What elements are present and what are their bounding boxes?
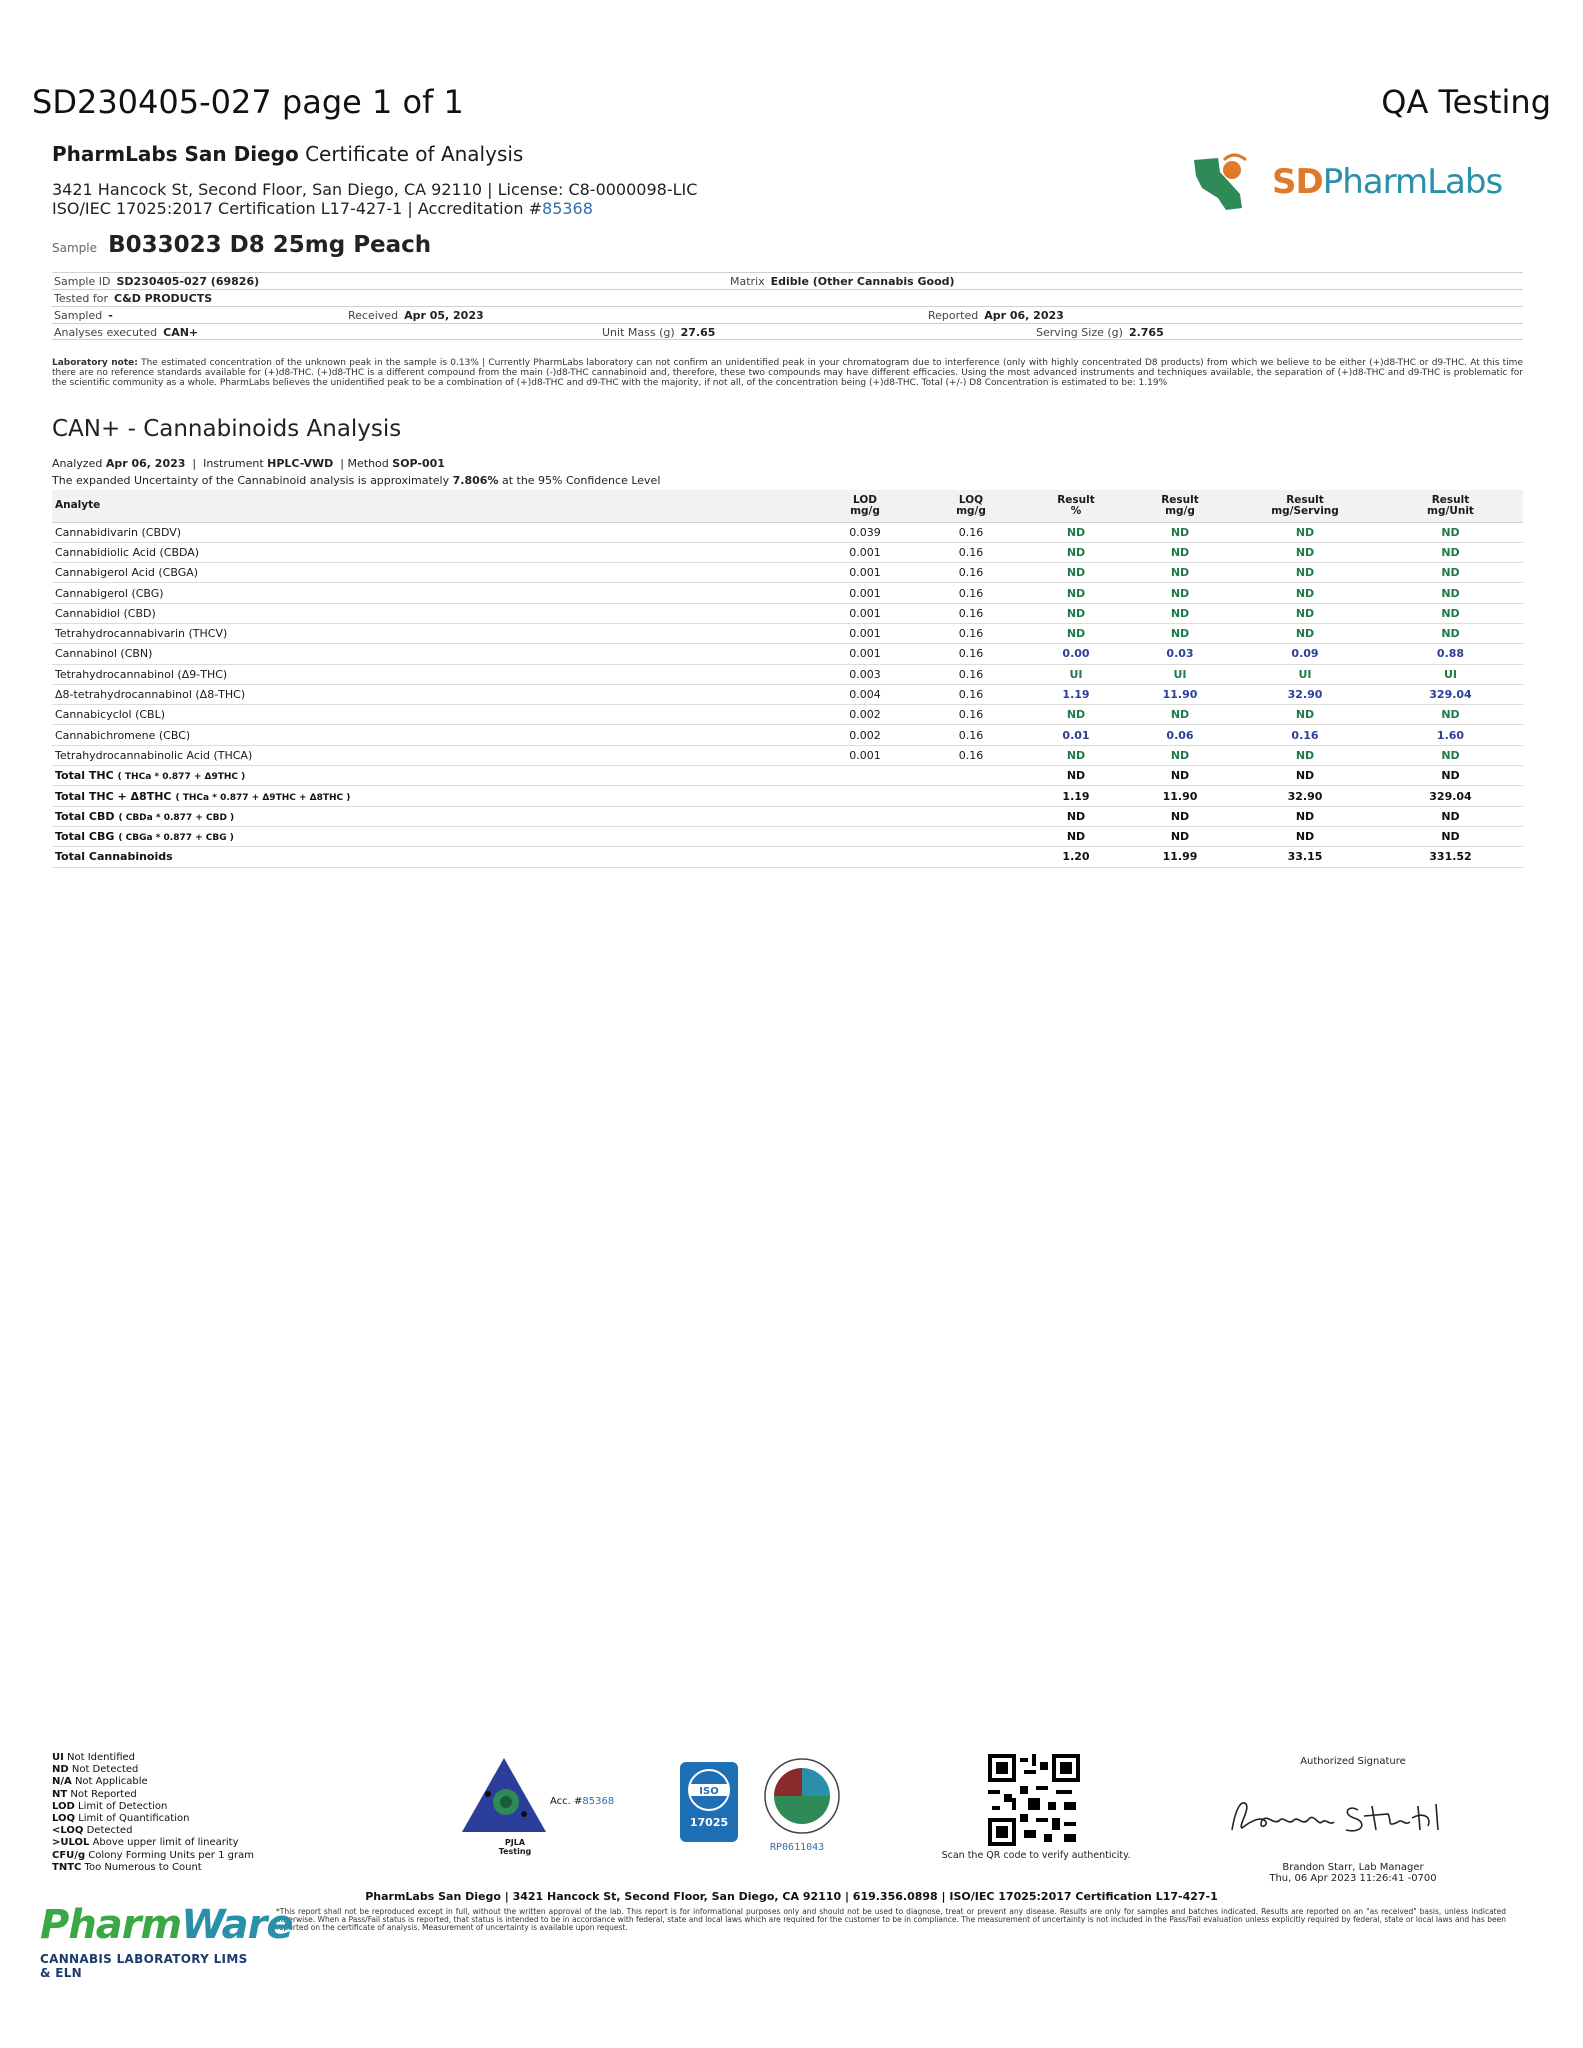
table-row (52, 644, 1523, 664)
table-cell: 0.001 (812, 603, 918, 623)
table-cell: ND (1232, 563, 1378, 583)
total-name: Total CBD ( CBDa * 0.877 + CBD ) (52, 806, 812, 826)
footer-address: PharmLabs San Diego | 3421 Hancock St, Second Floor, San Diego, CA 92110 | 619.356.0898 | ISO/IEC 17025:2017 Certification L17-427-1 (365, 1890, 1218, 1903)
table-cell: ND (1024, 623, 1128, 643)
table-cell (812, 766, 918, 786)
total-name: Total THC ( THCa * 0.877 + Δ9THC ) (52, 766, 812, 786)
table-cell: Cannabichromene (CBC) (52, 725, 812, 745)
table-cell: 0.16 (918, 542, 1024, 562)
table-cell (812, 847, 918, 867)
table-cell: ND (1232, 623, 1378, 643)
lab-title (52, 142, 523, 166)
table-cell: 0.001 (812, 644, 918, 664)
table-row (52, 563, 1523, 583)
california-map-icon (1188, 148, 1268, 218)
legend-item: CFU/g Colony Forming Units per 1 gram (52, 1849, 254, 1861)
table-cell: 0.003 (812, 664, 918, 684)
table-cell: 11.99 (1128, 847, 1232, 867)
meta-row: Sampled - Received Apr 05, 2023 Reported Apr 06, 2023 (52, 306, 1523, 323)
qr-code-icon[interactable] (988, 1754, 1080, 1846)
table-cell: 329.04 (1378, 684, 1523, 704)
table-cell: ND (1024, 563, 1128, 583)
table-cell: ND (1378, 806, 1523, 826)
table-cell: 0.00 (1024, 644, 1128, 664)
table-cell: ND (1378, 603, 1523, 623)
table-cell: 11.90 (1128, 684, 1232, 704)
table-cell: Tetrahydrocannabivarin (THCV) (52, 623, 812, 643)
matrix: Edible (Other Cannabis Good) (770, 275, 955, 288)
table-cell: ND (1232, 766, 1378, 786)
dea-registration: RP0611043 (770, 1842, 825, 1853)
table-cell: UI (1128, 664, 1232, 684)
pjla-accreditation: Acc. #85368 (550, 1796, 615, 1807)
table-cell: 0.002 (812, 705, 918, 725)
analyses-executed: CAN+ (163, 326, 199, 339)
meta-row: Sample ID SD230405-027 (69826) Matrix Edible (Other Cannabis Good) (52, 272, 1523, 289)
table-cell: ND (1232, 522, 1378, 542)
legend-item: UI Not Identified (52, 1752, 136, 1763)
sampled: - (108, 309, 113, 322)
table-cell: Tetrahydrocannabinolic Acid (THCA) (52, 745, 812, 765)
table-cell: ND (1024, 826, 1128, 846)
abbreviation-legend (52, 1752, 254, 1874)
table-cell: ND (1128, 705, 1232, 725)
table-cell: 0.16 (918, 745, 1024, 765)
legend-item: LOQ Limit of Quantification (52, 1813, 190, 1825)
legend-item: <LOQ Detected (52, 1825, 133, 1837)
table-cell: ND (1128, 623, 1232, 643)
table-cell: ND (1378, 583, 1523, 603)
column-header: Result mg/Serving (1232, 490, 1378, 522)
column-header: Result mg/g (1128, 490, 1232, 522)
table-row (52, 542, 1523, 562)
signer (1248, 1862, 1458, 1884)
table-row (52, 583, 1523, 603)
table-cell: UI (1232, 664, 1378, 684)
table-cell: 0.001 (812, 623, 918, 643)
column-header: Result % (1024, 490, 1128, 522)
iso-badge (680, 1762, 738, 1842)
table-cell: ND (1024, 705, 1128, 725)
total-name: Total CBG ( CBGa * 0.877 + CBG ) (52, 826, 812, 846)
table-cell: ND (1378, 623, 1523, 643)
table-cell: 0.001 (812, 563, 918, 583)
serving-size: 2.765 (1128, 326, 1164, 339)
iso-globe-icon (680, 1762, 738, 1816)
table-cell: ND (1128, 745, 1232, 765)
table-cell: 0.004 (812, 684, 918, 704)
table-cell: UI (1024, 664, 1128, 684)
sample-label: Sample (52, 241, 97, 255)
cannabinoid-results-table (52, 490, 1523, 868)
legend-item: ND Not Detected (52, 1764, 139, 1776)
qa-testing-label: QA Testing (1381, 83, 1551, 121)
table-cell: 0.16 (918, 623, 1024, 643)
table-cell: 1.20 (1024, 847, 1128, 867)
table-cell: 33.15 (1232, 847, 1378, 867)
table-row (52, 684, 1523, 704)
table-cell: 0.16 (918, 603, 1024, 623)
table-cell: Δ8-tetrahydrocannabinol (Δ8-THC) (52, 684, 812, 704)
table-cell: 0.16 (1232, 725, 1378, 745)
column-header: LOQ mg/g (918, 490, 1024, 522)
table-cell: 1.19 (1024, 786, 1128, 806)
accreditation-link[interactable]: 85368 (542, 199, 593, 218)
table-cell: ND (1232, 603, 1378, 623)
doc-type: Certificate of Analysis (305, 142, 524, 166)
table-cell (918, 806, 1024, 826)
table-cell (918, 786, 1024, 806)
sdpharmlabs-logo (1188, 148, 1518, 218)
table-cell: ND (1378, 826, 1523, 846)
total-name: Total THC + Δ8THC ( THCa * 0.877 + Δ9THC + Δ8THC ) (52, 786, 812, 806)
table-cell: 32.90 (1232, 786, 1378, 806)
total-row (52, 786, 1523, 806)
table-cell: Cannabidiol (CBD) (52, 603, 812, 623)
table-row (52, 623, 1523, 643)
table-cell: ND (1128, 826, 1232, 846)
table-row (52, 705, 1523, 725)
table-cell: ND (1232, 806, 1378, 826)
table-cell: ND (1378, 542, 1523, 562)
table-cell: ND (1024, 745, 1128, 765)
received-date: Apr 05, 2023 (404, 309, 484, 322)
logo-wordmark: SDPharmLabs (1272, 162, 1503, 202)
table-cell: 0.16 (918, 705, 1024, 725)
pharmware-logo (40, 1902, 293, 1980)
table-cell: Cannabigerol Acid (CBGA) (52, 563, 812, 583)
column-header: Analyte (52, 490, 812, 522)
table-cell: ND (1232, 542, 1378, 562)
laboratory-note: Laboratory note: The estimated concentration of the unknown peak in the sample is 0.13% | Currently PharmLabs laboratory can not confirm an unidentified peak in your chromatogram due to interference (only with highly concentrated D8 products) from which we believe to be either (+)d8-THC or d9-THC. At this time there are no reference standards available for (+)d8-THC. (+)d8-THC is a different compound from the main (-)d8-THC cannabinoid and, therefore, these two compounds may have different efficacies. Using the most advanced instruments and techniques available, the separation of (+)d8-THC and d9-THC is problematic for the scientific community as a whole. PharmLabs believes the unidentified peak to be a combination of (+)d8-THC and d9-THC with the majority, if not all, of the concentration being (+)d8-THC. Total (+/-) D8 Concentration is estimated to be: 1.19% (52, 358, 1523, 388)
legend-item: LOD Limit of Detection (52, 1800, 168, 1812)
document-id: SD230405-027 page 1 of 1 (32, 83, 464, 121)
table-cell: 331.52 (1378, 847, 1523, 867)
pjla-label: PJLA Testing (498, 1838, 532, 1856)
legend-item: >ULOL Above upper limit of linearity (52, 1837, 239, 1849)
table-cell (918, 826, 1024, 846)
table-cell: ND (1232, 705, 1378, 725)
table-cell: ND (1232, 826, 1378, 846)
table-cell: ND (1128, 542, 1232, 562)
signer-name: Brandon Starr, Lab Manager (1282, 1862, 1424, 1873)
page-header (32, 80, 1551, 124)
table-cell: 329.04 (1378, 786, 1523, 806)
table-cell: 0.002 (812, 725, 918, 745)
table-cell: Cannabigerol (CBG) (52, 583, 812, 603)
total-row (52, 847, 1523, 867)
table-cell: ND (1024, 522, 1128, 542)
legend-item: N/A Not Applicable (52, 1776, 148, 1788)
column-header: LOD mg/g (812, 490, 918, 522)
table-cell: ND (1378, 766, 1523, 786)
signature-label: Authorized Signature (1300, 1756, 1406, 1767)
table-cell (812, 806, 918, 826)
table-row (52, 603, 1523, 623)
table-cell: 0.039 (812, 522, 918, 542)
analysis-title: CAN+ - Cannabinoids Analysis (52, 416, 402, 442)
table-row (52, 745, 1523, 765)
meta-row: Tested for C&D PRODUCTS (52, 289, 1523, 306)
dea-seal-icon (762, 1756, 842, 1836)
signed-date: Thu, 06 Apr 2023 11:26:41 -0700 (1269, 1873, 1437, 1884)
qr-caption: Scan the QR code to verify authenticity. (941, 1850, 1131, 1861)
table-cell: 0.001 (812, 583, 918, 603)
signature-image (1222, 1786, 1482, 1846)
table-cell: ND (1024, 603, 1128, 623)
analysis-info: Analyzed Apr 06, 2023 | Instrument HPLC-VWD | Method SOP-001 (52, 457, 445, 470)
pjla-badge (458, 1754, 628, 1854)
pjla-triangle-icon (458, 1754, 550, 1838)
table-header-row (52, 490, 1523, 522)
table-cell: ND (1232, 745, 1378, 765)
table-cell: 0.88 (1378, 644, 1523, 664)
iso-line: ISO/IEC 17025:2017 Certification L17-427-1 | Accreditation #85368 (52, 199, 593, 218)
table-cell: ND (1128, 522, 1232, 542)
table-cell: 0.09 (1232, 644, 1378, 664)
table-cell: 1.19 (1024, 684, 1128, 704)
table-cell: ND (1378, 563, 1523, 583)
table-cell: Cannabidivarin (CBDV) (52, 522, 812, 542)
table-cell: ND (1024, 766, 1128, 786)
sample-heading (52, 232, 431, 258)
table-cell: 0.001 (812, 542, 918, 562)
table-cell: ND (1232, 583, 1378, 603)
legend-item: TNTC Too Numerous to Count (52, 1861, 202, 1873)
table-cell: ND (1378, 522, 1523, 542)
pharmware-subtitle: CANNABIS LABORATORY LIMS & ELN (40, 1952, 248, 1980)
uncertainty-statement: The expanded Uncertainty of the Cannabinoid analysis is approximately 7.806% at the 95% Confidence Level (52, 474, 661, 487)
table-cell: 0.01 (1024, 725, 1128, 745)
column-header: Result mg/Unit (1378, 490, 1523, 522)
table-cell: 0.16 (918, 522, 1024, 542)
table-cell: ND (1128, 583, 1232, 603)
sample-meta (52, 272, 1523, 340)
table-cell: Cannabicyclol (CBL) (52, 705, 812, 725)
table-cell: 0.16 (918, 644, 1024, 664)
table-cell (918, 847, 1024, 867)
svg-text:ISO: ISO (699, 1786, 719, 1797)
table-cell: 0.16 (918, 725, 1024, 745)
table-cell: ND (1024, 806, 1128, 826)
table-cell: ND (1128, 563, 1232, 583)
table-cell: ND (1378, 705, 1523, 725)
pharmware-wordmark: PharmWare (40, 1902, 293, 1948)
table-cell: Cannabidiolic Acid (CBDA) (52, 542, 812, 562)
iso-number: 17025 (689, 1816, 729, 1829)
table-cell: ND (1128, 766, 1232, 786)
table-row (52, 664, 1523, 684)
table-cell: 0.16 (918, 684, 1024, 704)
sample-id: SD230405-027 (69826) (116, 275, 260, 288)
total-row (52, 766, 1523, 786)
sample-name: B033023 D8 25mg Peach (108, 232, 432, 258)
table-cell (812, 786, 918, 806)
table-row (52, 522, 1523, 542)
table-cell: 11.90 (1128, 786, 1232, 806)
table-cell: ND (1024, 583, 1128, 603)
unit-mass: 27.65 (680, 326, 716, 339)
table-cell: 0.16 (918, 563, 1024, 583)
lab-name: PharmLabs San Diego (52, 142, 299, 166)
table-cell: ND (1378, 745, 1523, 765)
table-row (52, 725, 1523, 745)
table-cell: 0.16 (918, 583, 1024, 603)
reported-date: Apr 06, 2023 (984, 309, 1064, 322)
table-cell: ND (1024, 542, 1128, 562)
table-cell: 32.90 (1232, 684, 1378, 704)
table-cell: 0.16 (918, 664, 1024, 684)
table-cell (812, 826, 918, 846)
table-cell: Cannabinol (CBN) (52, 644, 812, 664)
table-cell: Tetrahydrocannabinol (Δ9-THC) (52, 664, 812, 684)
table-cell: 1.60 (1378, 725, 1523, 745)
meta-row: Analyses executed CAN+ Unit Mass (g) 27.65 Serving Size (g) 2.765 (52, 323, 1523, 340)
table-cell: ND (1128, 603, 1232, 623)
total-row (52, 826, 1523, 846)
table-cell: UI (1378, 664, 1523, 684)
table-cell: ND (1128, 806, 1232, 826)
tested-for: C&D PRODUCTS (114, 292, 213, 305)
legend-item: NT Not Reported (52, 1788, 137, 1800)
table-cell: 0.03 (1128, 644, 1232, 664)
address-line: 3421 Hancock St, Second Floor, San Diego, CA 92110 | License: C8-0000098-LIC (52, 180, 698, 199)
table-cell (918, 766, 1024, 786)
table-cell: 0.06 (1128, 725, 1232, 745)
footer-disclaimer: *This report shall not be reproduced except in full, without the written approval of the lab. This report is for informational purposes only and should not be used to diagnose, treat or prevent any disease. Results are only for samples and batches indicated. Results are reported on an "as received" basis, unless indicated otherwise. When a Pass/Fail status is reported, that status is intended to be in accordance with federal, state and local laws which are required for the customer to be in compliance. The measurement of uncertainty is not included in the Pass/Fail evaluation unless explicitly required by federal, state or local laws and has been reported on the certificate of analysis. Measurement of uncertainty is available upon request. (276, 1907, 1506, 1932)
total-name: Total Cannabinoids (52, 847, 812, 867)
lab-address (52, 180, 697, 218)
table-cell: 0.001 (812, 745, 918, 765)
total-row (52, 806, 1523, 826)
